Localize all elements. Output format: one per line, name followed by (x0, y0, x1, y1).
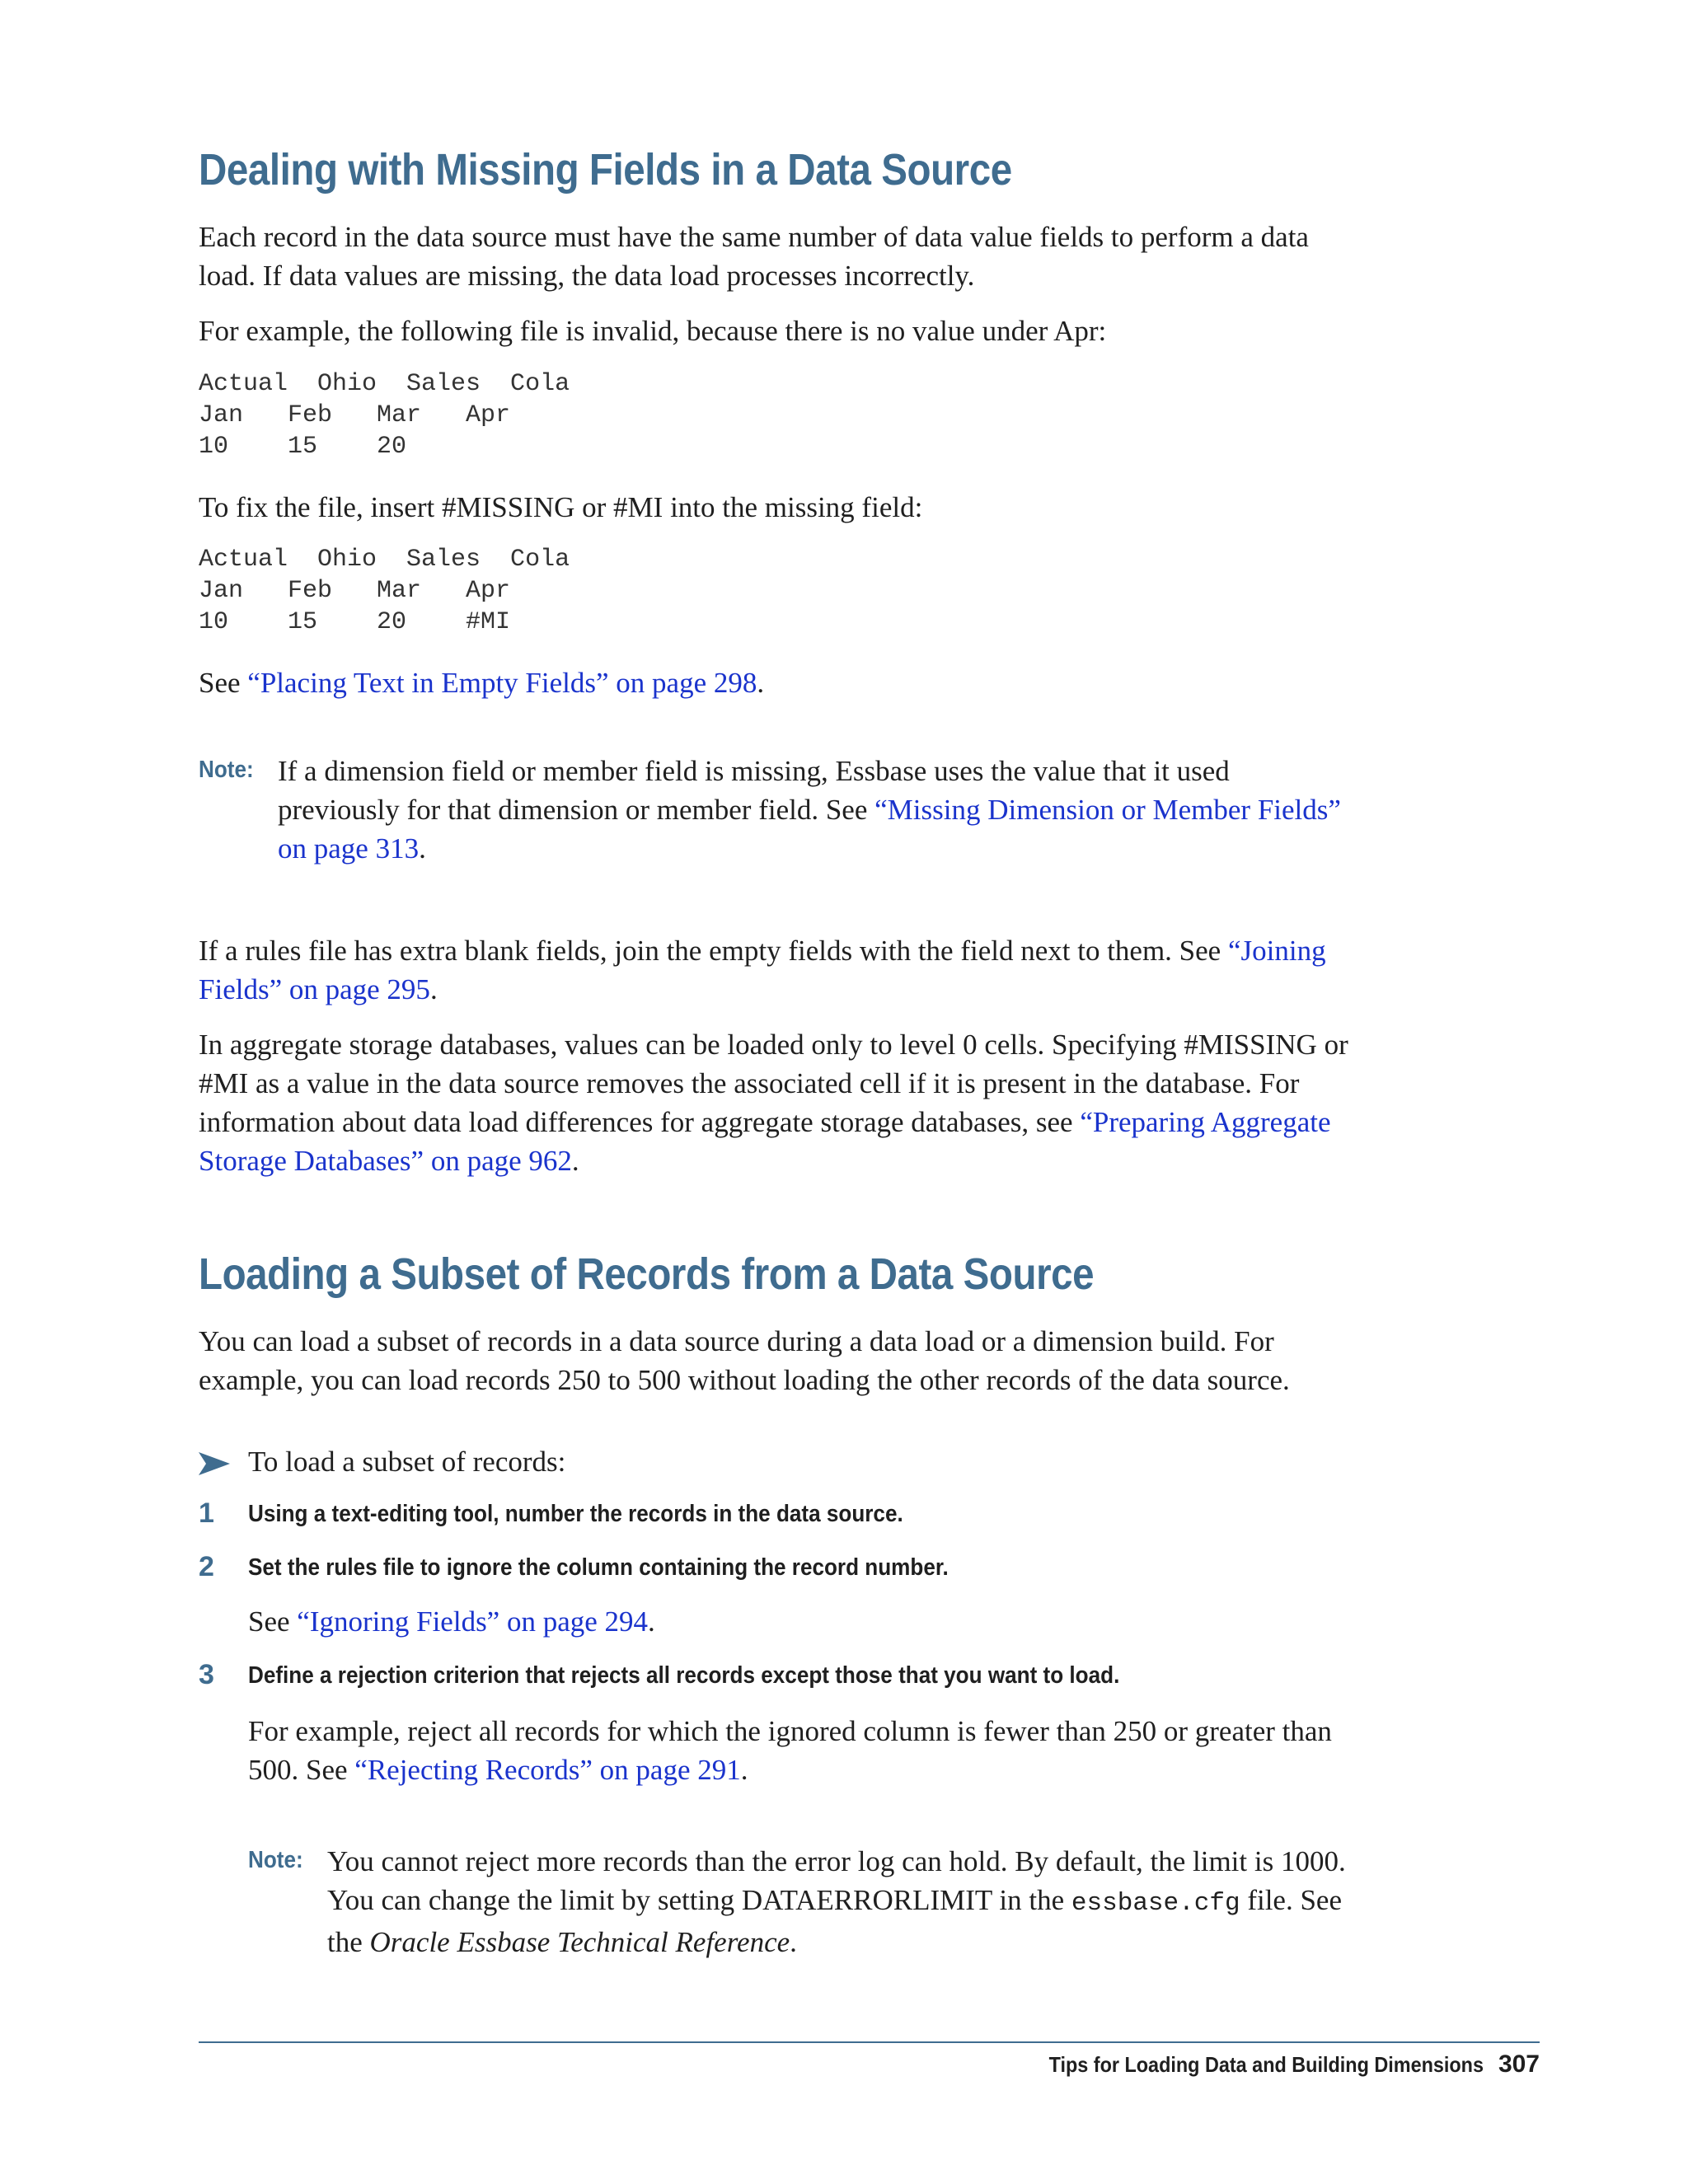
code-fixed-example: Actual Ohio Sales Cola Jan Feb Mar Apr 10 15 20 #MI (199, 546, 570, 636)
step-number: 3 (199, 1659, 214, 1690)
task-intro (199, 1442, 1353, 1483)
step-text: Define a rejection criterion that rejects all records except those that you want to load. (248, 1662, 1120, 1689)
see-prefix: See (248, 1605, 298, 1638)
see-suffix: . (757, 667, 765, 699)
step-number: 1 (199, 1497, 214, 1529)
step-text: Using a text-editing tool, number the records in the data source. (248, 1501, 903, 1527)
config-filename: essbase.cfg (1071, 1889, 1240, 1918)
step-number: 2 (199, 1551, 214, 1582)
note-label: Note: (199, 757, 254, 783)
step-2-see (248, 1602, 1353, 1641)
link-placing-text[interactable]: “Placing Text in Empty Fields” on page 298 (247, 667, 757, 699)
note-label: Note: (248, 1847, 303, 1873)
task-intro-text: To load a subset of records: (248, 1446, 566, 1478)
task-arrow-icon (199, 1452, 230, 1475)
paragraph-intro: You can load a subset of records in a data source during a data load or a dimension build. For example, you can load records 250 to 500 without loading the other records of the data source. (199, 1325, 1290, 1396)
note-missing-dimension (199, 752, 1353, 875)
detail-suffix: . (740, 1754, 748, 1786)
section-heading: Loading a Subset of Records from a Data Source (199, 1249, 1095, 1299)
note-body (278, 752, 1349, 868)
step-3 (199, 1659, 1353, 1700)
page-number: 307 (1498, 2050, 1540, 2078)
paragraph-see-placing-text (199, 663, 1353, 702)
footer-rule (199, 2041, 1540, 2043)
see-suffix: . (648, 1605, 655, 1638)
see-prefix: See (199, 667, 248, 699)
code-invalid-example: Actual Ohio Sales Cola Jan Feb Mar Apr 10 15 20 (199, 370, 570, 461)
paragraph-fix: To fix the file, insert #MISSING or #MI into the missing field: (199, 491, 923, 523)
paragraph-example: For example, the following file is invalid, because there is no value under Apr: (199, 315, 1107, 347)
link-missing-dimension[interactable]: “Missing Dimension or Member Fields” on page 313 (278, 794, 1341, 865)
reference-title: Oracle Essbase Technical Reference (369, 1926, 790, 1958)
link-preparing-aggregate[interactable]: “Preparing Aggregate Storage Databases” on page 962 (199, 1106, 1331, 1177)
step-3-detail (248, 1712, 1353, 1789)
section-heading: Dealing with Missing Fields in a Data Source (199, 145, 1012, 194)
note-suffix: . (790, 1926, 797, 1958)
note-text: If a dimension field or member field is missing, Essbase uses the value that it used previously for that dimension or member field. See (278, 755, 1230, 826)
step-2 (199, 1551, 1353, 1592)
paragraph-suffix: . (571, 1145, 579, 1177)
paragraph-text: If a rules file has extra blank fields, join the empty fields with the field next to them. See (199, 935, 1228, 967)
step-1 (199, 1497, 1353, 1539)
note-suffix: . (419, 832, 426, 865)
link-joining-fields[interactable]: “Joining Fields” on page 295 (199, 935, 1326, 1005)
paragraph-text: In aggregate storage databases, values can be loaded only to level 0 cells. Specifying #MISSING or #MI as a value in the data source removes the associated cell if it is present in the database. For information about data load differences for aggregate storage databases, see (199, 1029, 1348, 1138)
paragraph-suffix: . (429, 973, 438, 1005)
paragraph-aggregate-storage (199, 1025, 1353, 1180)
detail-text: For example, reject all records for which the ignored column is fewer than 250 or greater than 500. See (248, 1715, 1332, 1786)
step-text: Set the rules file to ignore the column containing the record number. (248, 1554, 949, 1581)
note-text: You cannot reject more records than the error log can hold. By default, the limit is 1000. You can change the limit by setting DATAERRORLIMIT in the (327, 1845, 1346, 1916)
page-footer (1001, 2050, 1540, 2079)
paragraph-intro: Each record in the data source must have the same number of data value fields to perform a data load. If data values are missing, the data load processes incorrectly. (199, 221, 1309, 292)
footer-chapter-title: Tips for Loading Data and Building Dimensions (1048, 2052, 1484, 2077)
link-rejecting-records[interactable]: “Rejecting Records” on page 291 (354, 1754, 741, 1786)
note-text-2: file. See the (327, 1884, 1342, 1958)
paragraph-rules-blank-fields (199, 931, 1353, 1009)
note-error-limit (248, 1842, 1353, 1966)
note-body (327, 1842, 1353, 1961)
link-ignoring-fields[interactable]: “Ignoring Fields” on page 294 (297, 1605, 649, 1638)
